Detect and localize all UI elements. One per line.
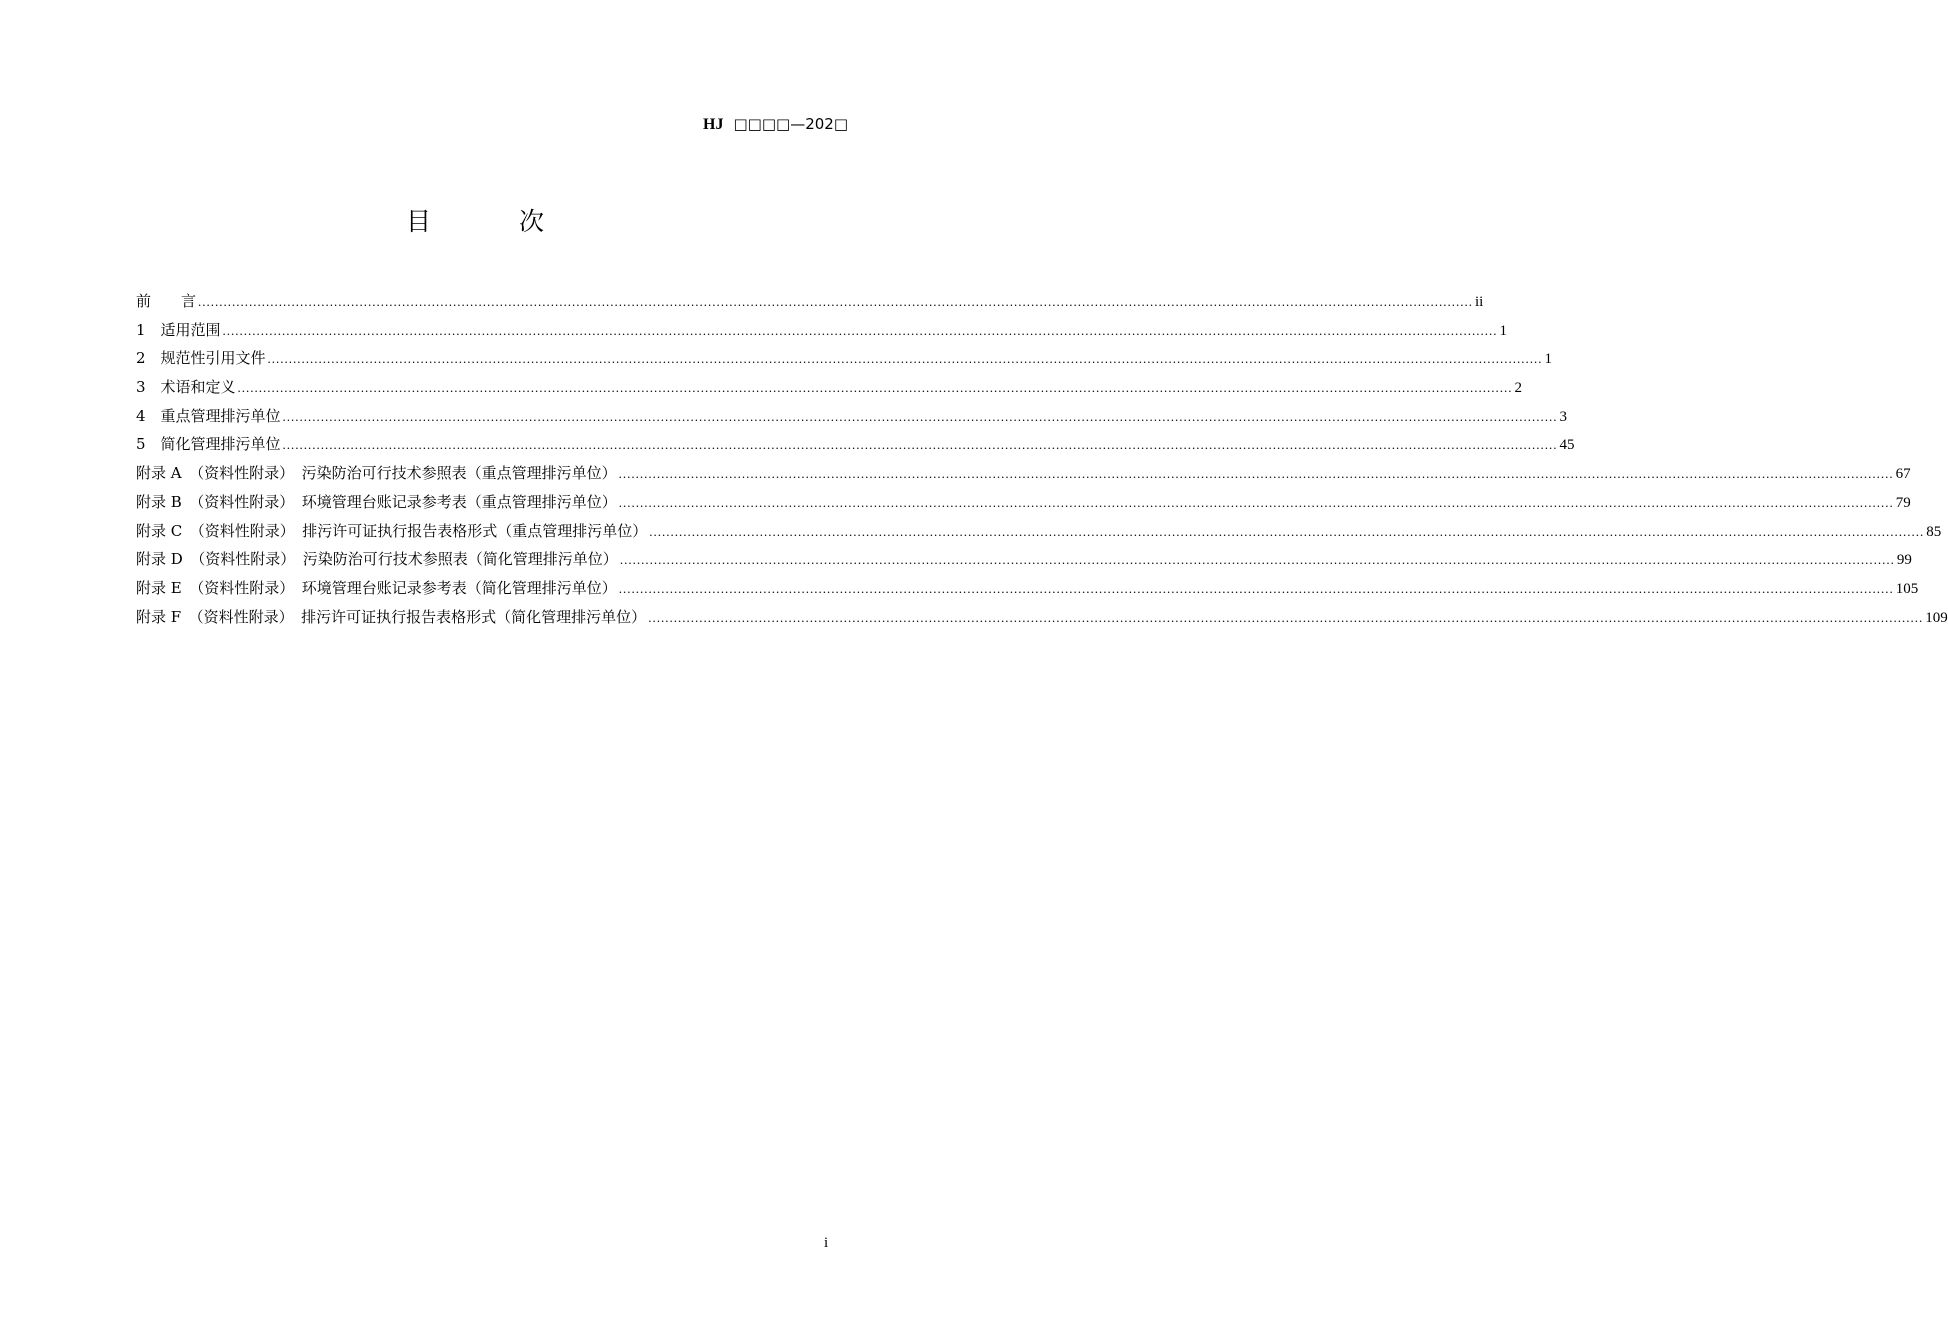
toc-dot-leader: ............................................................................................................................................................................................................................................................................................................ <box>282 408 1558 424</box>
toc-dot-leader: ............................................................................................................................................................................................................................................................................................................ <box>618 494 1894 510</box>
toc-dot-leader: ............................................................................................................................................................................................................................................................................................................ <box>282 437 1558 453</box>
toc-entry-label: 附录 A （资料性附录） 污染防治可行技术参照表（重点管理排污单位） <box>136 464 617 483</box>
toc-entry[interactable] <box>136 517 1942 546</box>
toc-entry-label: 1 适用范围 <box>136 320 221 339</box>
toc-entry-label: 附录 F （资料性附录） 排污许可证执行报告表格形式（简化管理排污单位） <box>136 607 647 626</box>
standard-code <box>703 115 848 134</box>
toc-entry[interactable] <box>136 402 1568 431</box>
page-number: i <box>824 1235 829 1251</box>
toc-entry-label: 前 言 <box>136 292 197 310</box>
toc-entry[interactable] <box>136 459 1911 488</box>
toc-entry-page: 67 <box>1895 466 1911 483</box>
toc-dot-leader: ............................................................................................................................................................................................................................................................................................................ <box>618 580 1894 596</box>
toc-entry-label: 5 简化管理排污单位 <box>136 435 281 454</box>
toc-dot-leader: ............................................................................................................................................................................................................................................................................................................ <box>619 552 1895 568</box>
toc-entry[interactable] <box>136 574 1919 603</box>
toc-entry-label: 4 重点管理排污单位 <box>136 406 281 425</box>
toc-entry-page: 109 <box>1925 609 1948 626</box>
toc-entry-page: 1 <box>1544 351 1553 368</box>
toc-dot-leader: ............................................................................................................................................................................................................................................................................................................ <box>222 322 1498 338</box>
toc-dot-leader: ............................................................................................................................................................................................................................................................................................................ <box>198 294 1474 309</box>
toc-entry-page: 1 <box>1499 322 1508 339</box>
toc-entry-page: 85 <box>1926 523 1942 540</box>
toc-entry-label: 附录 E （资料性附录） 环境管理台账记录参考表（简化管理排污单位） <box>136 578 617 597</box>
toc-entry[interactable] <box>136 316 1508 345</box>
toc-entry-page: 2 <box>1514 380 1523 397</box>
toc-entry-label: 附录 D （资料性附录） 污染防治可行技术参照表（简化管理排污单位） <box>136 550 618 569</box>
toc-dot-leader: ............................................................................................................................................................................................................................................................................................................ <box>649 523 1925 539</box>
toc-entry-page: ii <box>1475 294 1484 310</box>
toc-entry[interactable] <box>136 287 1484 316</box>
toc-entry-page: 99 <box>1896 552 1912 569</box>
toc-entry[interactable] <box>136 344 1553 373</box>
toc-entry[interactable] <box>136 488 1911 517</box>
toc-dot-leader: ............................................................................................................................................................................................................................................................................................................ <box>618 466 1894 482</box>
toc-entry-page: 3 <box>1559 408 1568 425</box>
toc-entry-label: 附录 C （资料性附录） 排污许可证执行报告表格形式（重点管理排污单位） <box>136 521 648 540</box>
toc-entry[interactable] <box>136 430 1575 459</box>
page-title: 目 次 <box>406 207 584 236</box>
standard-number: □□□□—202□ <box>733 115 848 133</box>
toc-dot-leader: ............................................................................................................................................................................................................................................................................................................ <box>237 380 1513 396</box>
toc-entry-label: 附录 B （资料性附录） 环境管理台账记录参考表（重点管理排污单位） <box>136 492 617 511</box>
toc-entry[interactable] <box>136 545 1912 574</box>
standard-prefix: HJ <box>703 116 724 133</box>
toc-entry-page: 105 <box>1895 580 1919 597</box>
toc-entry-label: 2 规范性引用文件 <box>136 349 266 368</box>
toc-entry[interactable] <box>136 603 1948 632</box>
toc-entry-page: 79 <box>1895 494 1911 511</box>
toc-entry[interactable] <box>136 373 1523 402</box>
toc-dot-leader: ............................................................................................................................................................................................................................................................................................................ <box>267 351 1543 367</box>
toc-entry-label: 3 术语和定义 <box>136 378 236 397</box>
table-of-contents <box>136 287 1948 631</box>
toc-dot-leader: ............................................................................................................................................................................................................................................................................................................ <box>648 609 1924 625</box>
toc-entry-page: 45 <box>1559 437 1575 454</box>
